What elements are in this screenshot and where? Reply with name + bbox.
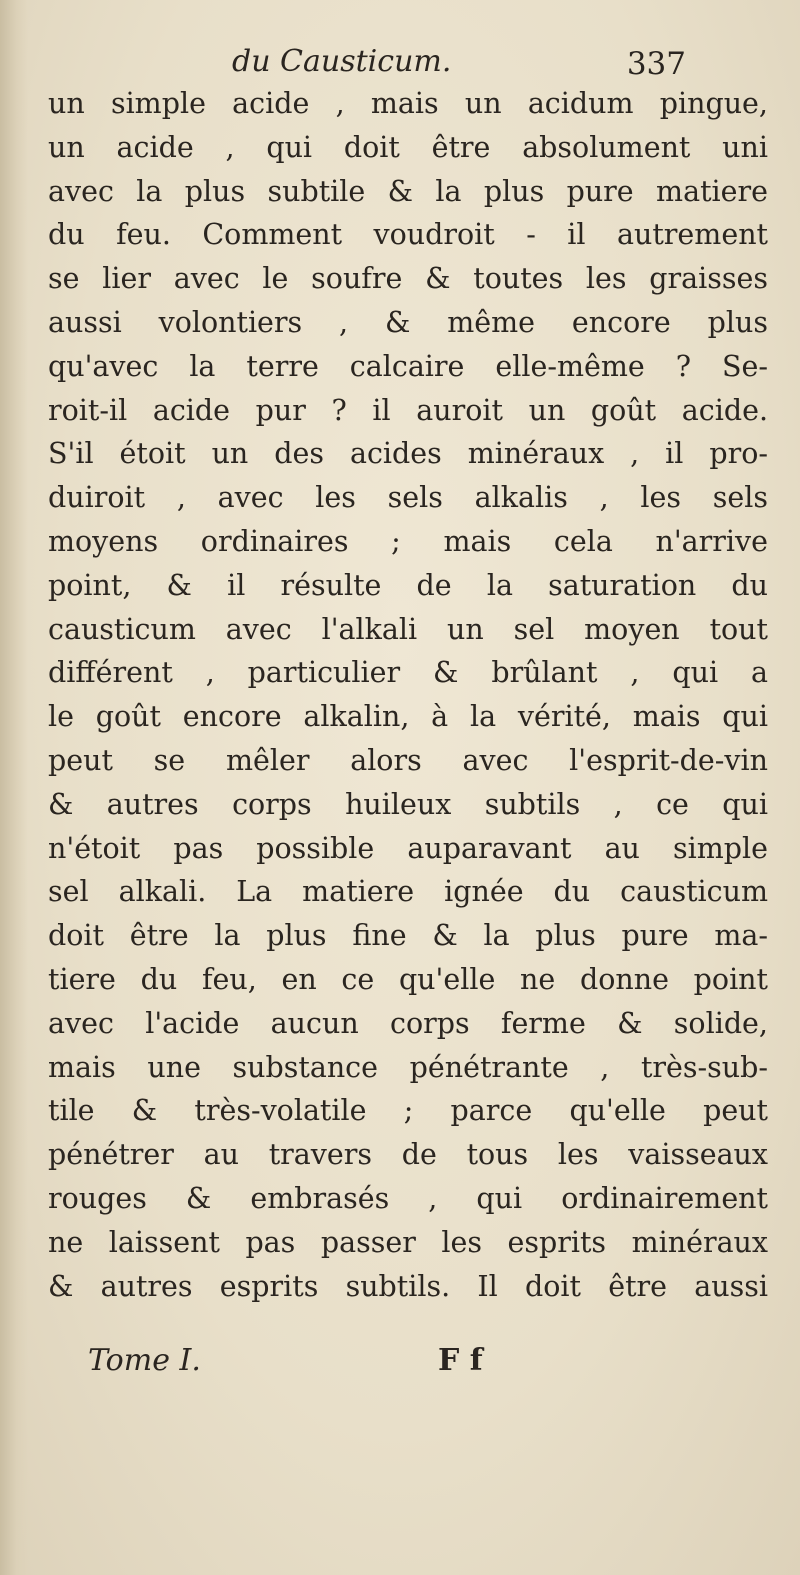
text-line: pénétrer au travers de tous les vaisseaux bbox=[48, 1138, 768, 1172]
text-line: le goût encore alkalin, à la vérité, mais qui bbox=[48, 700, 768, 734]
text-line: mais une substance pénétrante , très-sub- bbox=[48, 1050, 768, 1084]
text-line: roit-il acide pur ? il auroit un goût acide. bbox=[48, 393, 768, 427]
text-line: avec l'acide aucun corps ferme & solide, bbox=[48, 1006, 768, 1040]
body-text bbox=[48, 82, 768, 1308]
text-line: duiroit , avec les sels alkalis , les sels bbox=[48, 481, 768, 515]
page-number: 337 bbox=[626, 46, 686, 82]
text-line: peut se mêler alors avec l'esprit-de-vin bbox=[48, 743, 768, 777]
text-line: rouges & embrasés , qui ordinairement bbox=[48, 1181, 768, 1215]
text-line: différent , particulier & brûlant , qui a bbox=[48, 656, 768, 690]
text-line: tile & très-volatile ; parce qu'elle peut bbox=[48, 1094, 768, 1128]
text-line: qu'avec la terre calcaire elle-même ? Se- bbox=[48, 349, 768, 383]
running-head bbox=[232, 42, 686, 84]
text-line: ne laissent pas passer les esprits minéraux bbox=[48, 1225, 768, 1259]
page-gutter bbox=[0, 0, 28, 1575]
text-line: un acide , qui doit être absolument uni bbox=[48, 130, 768, 164]
text-line: & autres esprits subtils. Il doit être aussi bbox=[48, 1269, 768, 1303]
text-line: point, & il résulte de la saturation du bbox=[48, 568, 768, 602]
text-line: n'étoit pas possible auparavant au simple bbox=[48, 831, 768, 865]
running-title: du Causticum. bbox=[232, 44, 452, 79]
text-line: tiere du feu, en ce qu'elle ne donne point bbox=[48, 962, 768, 996]
text-line: moyens ordinaires ; mais cela n'arrive bbox=[48, 524, 768, 558]
text-line: causticum avec l'alkali un sel moyen tout bbox=[48, 612, 768, 646]
page-footer bbox=[88, 1340, 548, 1384]
text-line: S'il étoit un des acides minéraux , il pro- bbox=[48, 437, 768, 471]
text-line: se lier avec le soufre & toutes les graisses bbox=[48, 262, 768, 296]
text-line: avec la plus subtile & la plus pure matiere bbox=[48, 174, 768, 208]
text-line: & autres corps huileux subtils , ce qui bbox=[48, 787, 768, 821]
text-line: doit être la plus fine & la plus pure ma- bbox=[48, 919, 768, 953]
volume-label: Tome I. bbox=[88, 1343, 201, 1378]
text-line: aussi volontiers , & même encore plus bbox=[48, 305, 768, 339]
text-line: un simple acide , mais un acidum pingue, bbox=[48, 87, 768, 120]
signature-mark: F f bbox=[438, 1343, 483, 1378]
text-line: du feu. Comment voudroit - il autrement bbox=[48, 218, 768, 252]
text-line: sel alkali. La matiere ignée du causticum bbox=[48, 875, 768, 909]
